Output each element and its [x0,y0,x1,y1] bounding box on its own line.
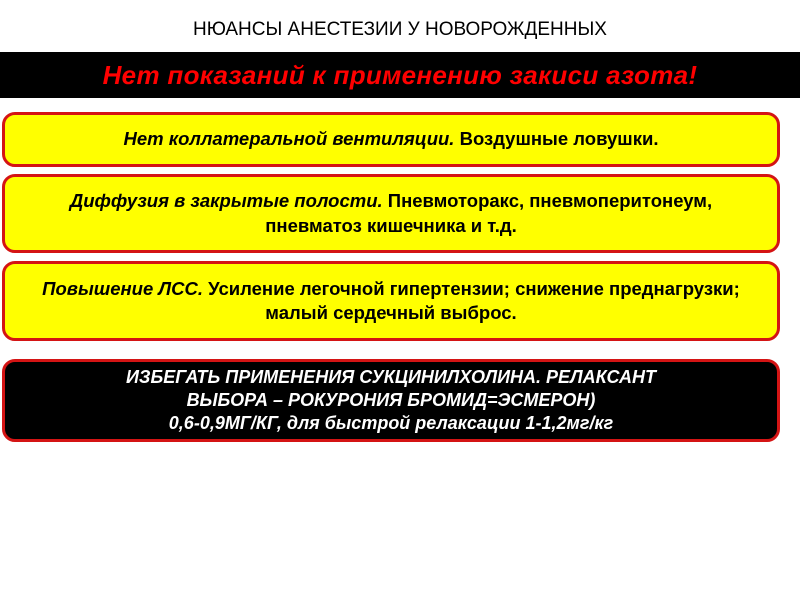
slide-title: НЮАНСЫ АНЕСТЕЗИИ У НОВОРОЖДЕННЫХ [193,19,607,40]
succinylcholine-warning-box [2,359,780,442]
warning-line: ИЗБЕГАТЬ ПРИМЕНЕНИЯ СУКЦИНИЛХОЛИНА. РЕЛАКСАНТ [125,366,657,387]
warning-line: 0,6-0,9МГ/КГ, для быстрой релаксации 1-1,2мг/кг [168,413,614,434]
point-detail: Пневмоторакс, пневмоперитонеум, пневматоз кишечника и т.д. [265,190,713,236]
point-text [29,189,753,237]
point-detail: Воздушные ловушки. [454,128,659,150]
warning-line: ВЫБОРА – РОКУРОНИЯ БРОМИД=ЭСМЕРОН) [186,389,596,410]
point-lead: Нет коллатеральной вентиляции. [123,128,455,150]
point-text [29,277,753,325]
point-box-collateral-ventilation [2,112,780,167]
point-box-pvr-increase [2,261,780,341]
point-detail: Усиление легочной гипертензии; снижение преднагрузки; малый сердечный выброс. [202,277,740,323]
point-text [123,127,658,151]
point-box-diffusion [2,174,780,253]
point-lead: Диффузия в закрытые полости. [69,190,383,212]
point-lead: Повышение ЛСС. [42,277,203,299]
warning-text [126,366,656,435]
no-nitrous-oxide-banner: Нет показаний к применению закиси азота! [0,52,800,98]
